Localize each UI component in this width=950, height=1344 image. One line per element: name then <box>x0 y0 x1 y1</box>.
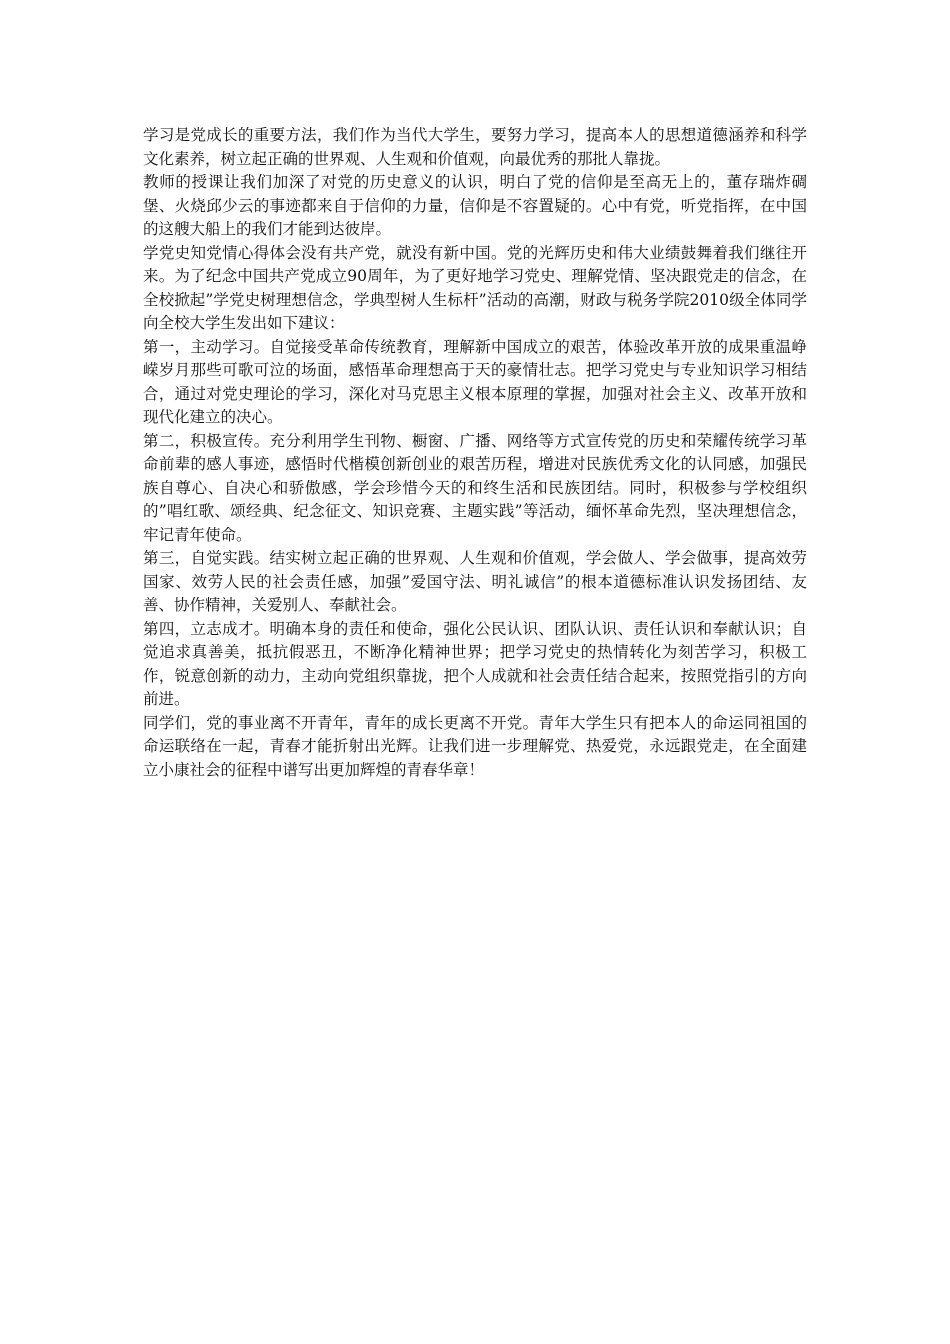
paragraph-7: 第四，立志成才。明确本身的责任和使命，强化公民认识、团队认识、责任认识和奉献认识；自觉追求真善美，抵抗假恶丑，不断净化精神世界；把学习党史的热情转化为刻苦学习，积极工作，锐意创新的动力，主动向党组织靠拢，把个人成就和社会责任结合起来，按照党指引的方向前进。 <box>143 619 807 708</box>
paragraph-5: 第二，积极宣传。充分利用学生刊物、橱窗、广播、网络等方式宣传党的历史和荣耀传统学习革命前辈的感人事迹，感悟时代楷模创新创业的艰苦历程，增进对民族优秀文化的认同感，加强民族自尊心、自决心和骄傲感，学会珍惜今天的和终生活和民族团结。同时，积极参与学校组织的”唱红歌、颂经典、纪念征文、知识竞赛、主题实践”等活动，缅怀革命先烈，坚决理想信念，牢记青年使命。 <box>143 431 807 544</box>
paragraph-3: 学党史知党情心得体会没有共产党，就没有新中国。党的光辉历史和伟大业绩鼓舞着我们继往开来。为了纪念中国共产党成立90周年，为了更好地学习党史、理解党情、坚决跟党走的信念，在全校掀起”学党史树理想信念，学典型树人生标杆”活动的高潮，财政与税务学院2010级全体同学向全校大学生发出如下建议： <box>143 243 807 332</box>
paragraph-8: 同学们，党的事业离不开青年，青年的成长更离不开党。青年大学生只有把本人的命运同祖国的命运联络在一起，青春才能折射出光辉。让我们进一步理解党、热爱党，永远跟党走，在全面建立小康社会的征程中谱写出更加辉煌的青春华章！ <box>143 713 807 779</box>
document-body <box>143 124 807 782</box>
paragraph-2: 教师的授课让我们加深了对党的历史意义的认识，明白了党的信仰是至高无上的，董存瑞炸碉堡、火烧邱少云的事迹都来自于信仰的力量，信仰是不容置疑的。心中有党，听党指挥，在中国的这艘大船上的我们才能到达彼岸。 <box>143 173 807 238</box>
paragraph-4: 第一，主动学习。自觉接受革命传统教育，理解新中国成立的艰苦，体验改革开放的成果重温峥嵘岁月那些可歌可泣的场面，感悟革命理想高于天的豪情壮志。把学习党史与专业知识学习相结合，通过对党史理论的学习，深化对马克思主义根本原理的掌握，加强对社会主义、改革开放和现代化建立的决心。 <box>143 337 807 426</box>
paragraph-1: 学习是党成长的重要方法，我们作为当代大学生，要努力学习，提高本人的思想道德涵养和科学文化素养，树立起正确的世界观、人生观和价值观，向最优秀的那批人靠拢。 <box>143 126 807 168</box>
paragraph-6: 第三，自觉实践。结实树立起正确的世界观、人生观和价值观，学会做人、学会做事，提高效劳国家、效劳人民的社会责任感，加强”爱国守法、明礼诚信”的根本道德标准认识发扬团结、友善、协作精神，关爱别人、奉献社会。 <box>143 549 807 614</box>
